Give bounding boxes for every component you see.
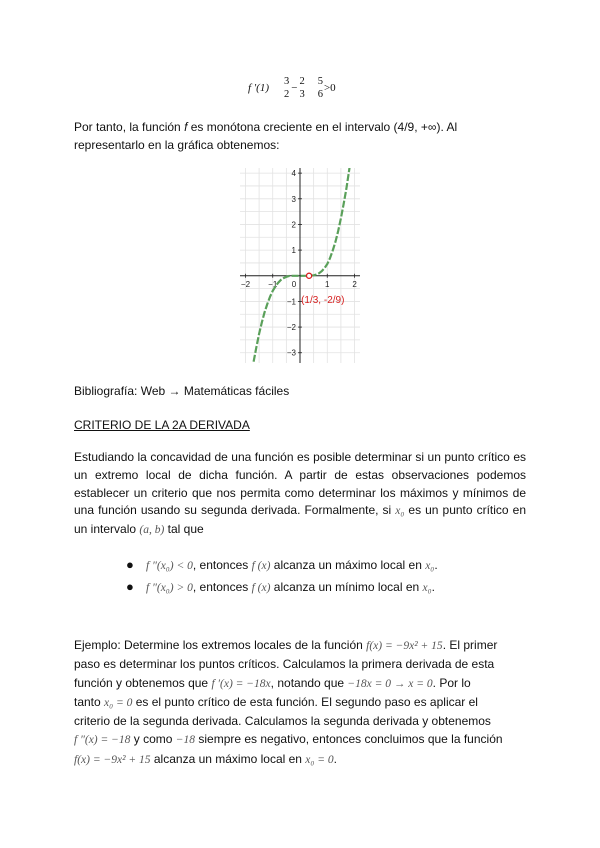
y-tick-label: 2 bbox=[291, 220, 296, 230]
example-line: tanto x₀ = 0 es el punto crítico de esta función. El segundo paso es aplicar el bbox=[74, 694, 478, 709]
list-item: ● f ″(x₀) < 0, entonces f (x) alcanza un máximo local en x₀. bbox=[146, 554, 438, 576]
bullet-icon: ● bbox=[126, 579, 134, 594]
y-tick-label: 1 bbox=[291, 246, 296, 256]
y-tick-label: −3 bbox=[286, 348, 296, 358]
y-tick-label: −2 bbox=[286, 323, 296, 333]
function-graph bbox=[240, 168, 360, 363]
fraction-2: 2 3 bbox=[299, 76, 305, 100]
example-line: paso es determinar los puntos críticos. Calculamos la primera derivada de esta bbox=[74, 657, 495, 672]
y-tick-label: 4 bbox=[291, 169, 296, 179]
x-tick-label: −1 bbox=[268, 279, 278, 289]
list-item: ● f ″(x₀) > 0, entonces f (x) alcanza un mínimo local en x₀. bbox=[146, 576, 438, 598]
example-line: f(x) = −9x² + 15 alcanza un máximo local en x₀ = 0. bbox=[74, 751, 338, 766]
y-tick-label: 3 bbox=[291, 194, 296, 204]
x-tick-label: 1 bbox=[325, 279, 330, 289]
math-x0: x₀ bbox=[395, 505, 405, 518]
fraction-1: 3 2 bbox=[284, 76, 290, 100]
paragraph-example bbox=[74, 636, 534, 769]
example-line: Ejemplo: Determine los extremos locales de la función f(x) = −9x² + 15. El primer bbox=[74, 638, 498, 652]
criterion-list bbox=[126, 554, 438, 598]
formula-operator: − bbox=[291, 82, 298, 94]
critical-point bbox=[306, 273, 311, 278]
fraction-3: 5 6 bbox=[317, 76, 323, 100]
formula-relation: >0 bbox=[323, 82, 336, 94]
formula-lhs: f '(1) bbox=[248, 82, 269, 94]
paragraph-criterion: Estudiando la concavidad de una función es posible determinar si un punto crítico es un extremo local de dicha función. A partir de estas observaciones podemos establecer un criterio que nos permita como determinar los máximos y mínimos de una función usando su segunda derivada. Formalmente, si x₀ es un punto crítico en un intervalo (a, b) tal que bbox=[74, 450, 527, 537]
x-tick-label: −2 bbox=[240, 279, 251, 289]
paragraph-intro: Por tanto, la función f es monótona creciente en el intervalo (4/9, +∞). Al representarlo en la gráfica obtenemos: bbox=[74, 120, 458, 152]
example-line: función y obtenemos que f ′(x) = −18x, notando que −18x = 0 → x = 0. Por lo bbox=[74, 675, 471, 690]
bibliography: Bibliografía: Web → Matemáticas fáciles bbox=[74, 384, 290, 398]
series-line bbox=[254, 168, 358, 362]
x-tick-label: 0 bbox=[291, 279, 297, 289]
example-line: criterio de la segunda derivada. Calculamos la segunda derivada y obtenemos bbox=[74, 714, 491, 729]
section-heading: CRITERIO DE LA 2A DERIVADA bbox=[74, 418, 250, 432]
x-tick-label: 2 bbox=[352, 279, 357, 289]
formula-top bbox=[248, 73, 368, 103]
example-line: f ″(x) = −18 y como −18 siempre es negativo, entonces concluimos que la función bbox=[74, 732, 503, 747]
y-tick-label: −1 bbox=[286, 297, 296, 307]
math-interval: (a, b) bbox=[139, 524, 165, 537]
point-annotation: (1/3, -2/9) bbox=[301, 294, 345, 306]
bullet-icon: ● bbox=[126, 557, 134, 572]
